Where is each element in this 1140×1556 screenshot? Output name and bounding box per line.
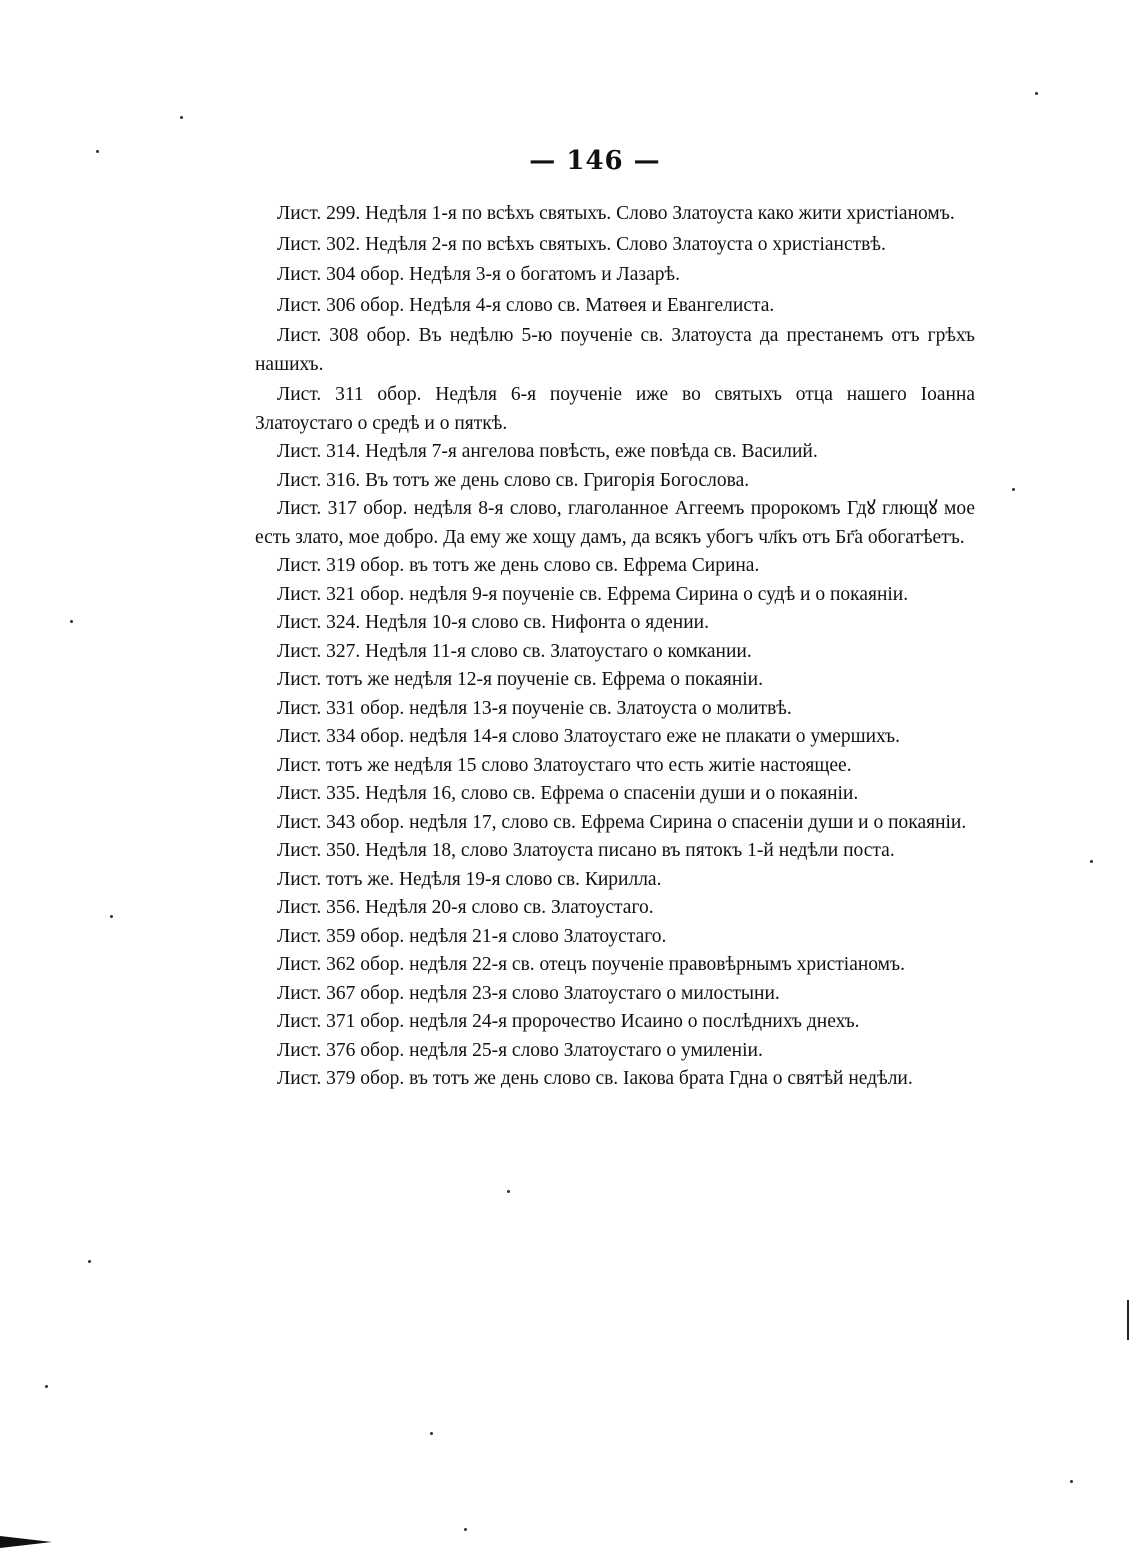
entry-5: Лист. 308 обор. Въ недѣлю 5-ю поученіе св. Златоуста да престанемъ отъ грѣхъ нашихъ. — [255, 325, 975, 375]
entry-24: Лист. 362 обор. недѣля 22-я св. отецъ поученіе правовѣрнымъ христіаномъ. — [277, 954, 905, 975]
scan-speck — [180, 116, 183, 119]
entry-13: Лист. 327. Недѣля 11-я слово св. Златоустаго о комкании. — [277, 640, 752, 662]
scan-speck — [1090, 860, 1093, 863]
entry-17: Лист. тотъ же недѣля 15 слово Златоустаго что есть житіе настоящее. — [277, 754, 852, 776]
entry-21: Лист. тотъ же. Недѣля 19-я слово св. Кирилла. — [277, 868, 662, 890]
entry-1: Лист. 299. Недѣля 1-я по всѣхъ святыхъ. Слово Златоуста како жити христіаномъ. — [277, 203, 955, 224]
scan-speck — [110, 915, 113, 918]
entry-10: Лист. 319 обор. въ тотъ же день слово св. Ефрема Сирина. — [277, 555, 760, 576]
entry-20: Лист. 350. Недѣля 18, слово Златоуста писано въ пятокъ 1-й недѣли поста. — [277, 840, 895, 861]
entry-25: Лист. 367 обор. недѣля 23-я слово Златоустаго о милостыни. — [277, 982, 780, 1004]
entry-14: Лист. тотъ же недѣля 12-я поученіе св. Ефрема о покаяніи. — [277, 669, 763, 690]
entry-2: Лист. 302. Недѣля 2-я по всѣхъ святыхъ. Слово Златоуста о христіанствѣ. — [277, 233, 886, 255]
scan-speck — [1070, 1480, 1073, 1483]
entry-4: Лист. 306 обор. Недѣля 4-я слово св. Матѳея и Евангелиста. — [277, 294, 775, 316]
page-number: — 146 — — [529, 146, 661, 176]
scan-speck — [464, 1528, 467, 1531]
entry-9: Лист. 317 обор. недѣля 8-я слово, глаголанное Аггеемъ пророкомъ Гдꙋ глющꙋ мое есть злато, мое добро. Да ему же хощу дамъ, да всякъ убогъ чл҃къ отъ Бг҃а обогатѣетъ. — [255, 498, 975, 548]
entry-26: Лист. 371 обор. недѣля 24-я пророчество Исаино о послѣднихъ днехъ. — [277, 1011, 860, 1032]
scan-speck — [70, 620, 73, 623]
entry-23: Лист. 359 обор. недѣля 21-я слово Златоустаго. — [277, 925, 667, 947]
entry-7: Лист. 314. Недѣля 7-я ангелова повѣсть, еже повѣда св. Василий. — [277, 441, 818, 462]
entry-12: Лист. 324. Недѣля 10-я слово св. Нифонта о ядении. — [277, 612, 709, 633]
entry-11: Лист. 321 обор. недѣля 9-я поученіе св. Ефрема Сирина о судѣ и о покаяніи. — [277, 583, 909, 605]
entry-15: Лист. 331 обор. недѣля 13-я поученіе св. Златоуста о молитвѣ. — [277, 697, 792, 719]
scan-speck — [430, 1432, 433, 1435]
scan-corner-mark — [0, 1536, 52, 1548]
scan-speck — [45, 1385, 48, 1388]
entry-16: Лист. 334 обор. недѣля 14-я слово Златоустаго еже не плакати о умершихъ. — [277, 726, 901, 747]
scan-speck — [1035, 92, 1038, 95]
entry-28: Лист. 379 обор. въ тотъ же день слово св. Іакова брата Гдна о святѣй недѣли. — [277, 1068, 913, 1089]
scan-edge-mark — [1127, 1300, 1129, 1340]
entry-27: Лист. 376 обор. недѣля 25-я слово Златоустаго о умиленіи. — [277, 1039, 763, 1061]
entry-6: Лист. 311 обор. Недѣля 6-я поученіе иже во святыхъ отца нашего Іоанна Златоустаго о средѣ и о пяткѣ. — [255, 384, 975, 434]
scan-speck — [507, 1190, 510, 1193]
scan-speck — [96, 150, 99, 153]
entry-22: Лист. 356. Недѣля 20-я слово св. Златоустаго. — [277, 897, 654, 918]
entry-18: Лист. 335. Недѣля 16, слово св. Ефрема о спасеніи души и о покаяніи. — [277, 783, 859, 804]
scan-speck — [1012, 488, 1015, 491]
entry-3: Лист. 304 обор. Недѣля 3-я о богатомъ и Лазарѣ. — [277, 264, 680, 285]
scan-speck — [88, 1260, 91, 1263]
entry-19: Лист. 343 обор. недѣля 17, слово св. Ефрема Сирина о спасеніи души и о покаяніи. — [277, 811, 967, 833]
entry-8: Лист. 316. Въ тотъ же день слово св. Григорія Богослова. — [277, 469, 750, 491]
entry-list — [255, 200, 975, 1094]
